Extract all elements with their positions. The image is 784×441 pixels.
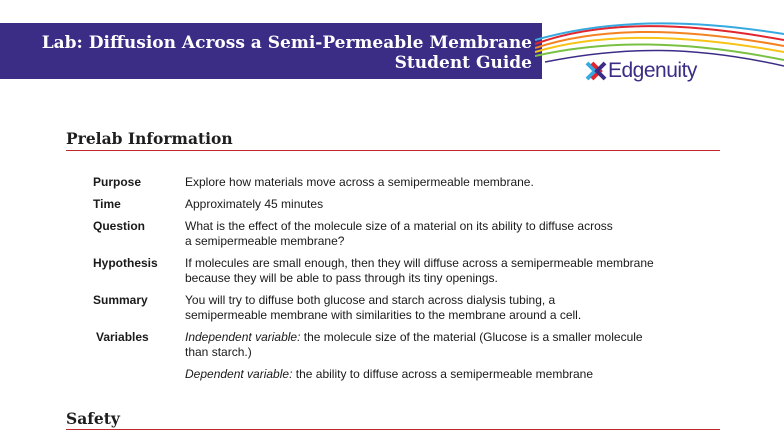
- edgenuity-logo: [585, 57, 697, 85]
- safety-heading: Safety: [66, 409, 120, 428]
- row-line: a semipermeable membrane?: [185, 234, 345, 248]
- row-text: [185, 256, 705, 286]
- safety-rule: [66, 429, 720, 430]
- row-line: What is the effect of the molecule size of a material on its ability to diffuse across: [185, 219, 613, 233]
- independent-variable-line: [185, 330, 705, 345]
- dependent-variable-line: [185, 367, 705, 382]
- independent-text: the molecule size of the material (Glucose is a smaller molecule: [300, 330, 643, 344]
- row-line: because they will be able to pass through its tiny openings.: [185, 271, 498, 285]
- header-banner: [0, 23, 542, 79]
- document-title: [42, 33, 532, 73]
- row-text: [185, 197, 705, 212]
- row-label: Purpose: [93, 175, 142, 189]
- row-text: [185, 219, 705, 249]
- row-label: Variables: [96, 330, 149, 344]
- row-line: If molecules are small enough, then they will diffuse across a semipermeable membrane: [185, 256, 654, 270]
- edgenuity-x-icon: [585, 60, 607, 82]
- row-label: Question: [93, 219, 146, 233]
- independent-variable-line-2: than starch.): [185, 345, 252, 359]
- row-line: You will try to diffuse both glucose and starch across dialysis tubing, a: [185, 293, 556, 307]
- logo-text: Edgenuity: [608, 59, 697, 82]
- row-text: [185, 293, 705, 323]
- row-text: [185, 175, 705, 190]
- row-label: Hypothesis: [93, 256, 158, 270]
- row-label: Summary: [93, 293, 148, 307]
- dependent-text: the ability to diffuse across a semipermeable membrane: [292, 367, 594, 381]
- row-line: Approximately 45 minutes: [185, 197, 324, 211]
- row-label: Time: [93, 197, 121, 211]
- row-line: semipermeable membrane with similarities to the membrane around a cell.: [185, 308, 582, 322]
- dependent-label: Dependent variable:: [185, 367, 293, 381]
- row-text: [185, 330, 705, 382]
- row-line: Explore how materials move across a semipermeable membrane.: [185, 175, 534, 189]
- title-line-1: Lab: Diffusion Across a Semi-Permeable Membrane: [41, 33, 532, 53]
- prelab-heading: Prelab Information: [66, 129, 233, 148]
- prelab-rule: [66, 150, 720, 151]
- title-line-2: Student Guide: [394, 53, 532, 73]
- independent-label: Independent variable:: [185, 330, 301, 344]
